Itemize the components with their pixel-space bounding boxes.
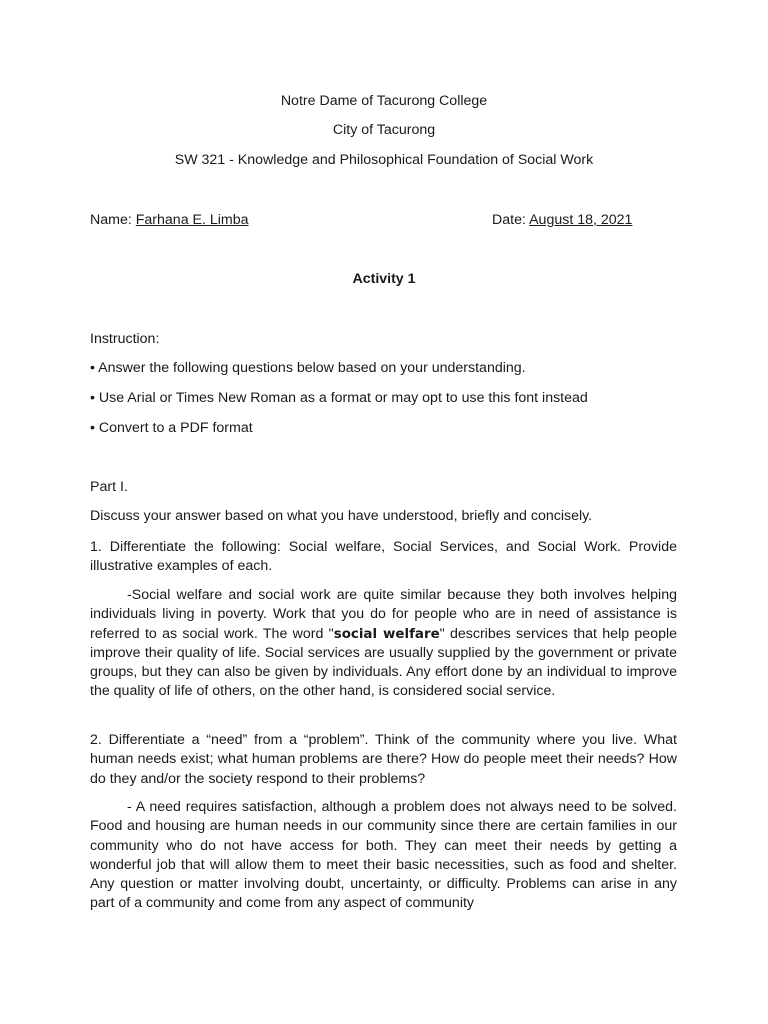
instruction-heading: Instruction: — [90, 331, 160, 347]
date-field — [492, 212, 632, 228]
answer-1 — [90, 586, 677, 702]
city-name: City of Tacurong — [332, 122, 436, 138]
question-1: 1. Differentiate the following: Social welfare, Social Services, and Social Work. Provide illustrative examples of each. — [90, 539, 677, 575]
name-label: Name: — [90, 212, 132, 228]
part-heading: Part I. — [90, 479, 128, 495]
name-field — [90, 212, 249, 228]
college-name: Notre Dame of Tacurong College — [280, 93, 488, 109]
answer-1-keyword: social welfare — [333, 626, 440, 642]
question-2: 2. Differentiate a “need” from a “problem”. Think of the community where you live. What human needs exist; what human problems are there? How do people meet their needs? How do they and/or the society respond to their problems? — [90, 732, 677, 787]
part-intro: Discuss your answer based on what you have understood, briefly and concisely. — [90, 508, 593, 524]
date-value: August 18, 2021 — [529, 212, 633, 228]
instruction-item: • Convert to a PDF format — [90, 420, 253, 436]
course-title: SW 321 - Knowledge and Philosophical Foundation of Social Work — [174, 152, 594, 168]
answer-1-text-continued: " describes services that help people improve their quality of life. Social services are usually supplied by the government or private groups, but they can also be given by individuals. Any effort done by an individual to improve the quality of life of others, on the other hand, is considered social service. — [90, 625, 678, 700]
date-label: Date: — [492, 212, 526, 228]
instruction-item: • Answer the following questions below based on your understanding. — [90, 360, 526, 376]
answer-1-text: -Social welfare and social work are quite similar because they both involves helping individuals living in poverty. Work that you do for people who are in need of assistance is referred to as social work. The word " — [90, 587, 677, 642]
activity-title: Activity 1 — [352, 271, 416, 287]
instruction-item: • Use Arial or Times New Roman as a format or may opt to use this font instead — [90, 390, 588, 406]
name-value: Farhana E. Limba — [135, 212, 249, 228]
answer-2: - A need requires satisfaction, although a problem does not always need to be solved. Food and housing are human needs in our community since there are certain families in our community who do not have access for both. They can meet their needs by getting a wonderful job that will allow them to meet their basic necessities, such as food and shelter. Any question or matter involving doubt, uncertainty, or difficulty. Problems can arise in any part of a community and come from any aspect of community — [90, 799, 677, 912]
